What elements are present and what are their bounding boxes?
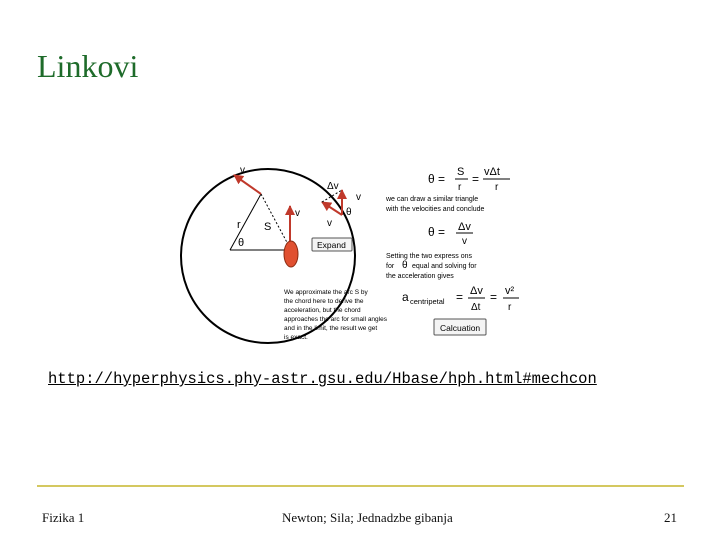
eq1-s-den: r [458, 182, 462, 193]
label-dv-tri: Δv [327, 181, 339, 192]
footer-divider [37, 485, 684, 487]
note1-line1: we can draw a similar triangle [386, 196, 479, 203]
note2-line2-theta: θ [402, 260, 408, 271]
note2-line2-b: equal and solving for [412, 263, 477, 270]
label-v-tri: v [356, 192, 361, 203]
label-s: S [264, 221, 272, 233]
eq3-num: Δv [470, 285, 483, 297]
note3-line4: approaches the arc for small angles [284, 316, 387, 323]
eq3-eq2: = [490, 290, 498, 304]
radius-line-1 [230, 194, 261, 250]
eq3-num2: v² [505, 285, 515, 297]
eq1-vdt-den: r [495, 182, 499, 193]
eq3-eq: = [456, 290, 464, 304]
slide-title: Linkovi [37, 48, 139, 84]
eq3-den: Δt [471, 302, 481, 313]
note2-line2-a: for [386, 263, 395, 270]
tri-arrow-a [322, 202, 342, 215]
label-theta-tri: θ [346, 207, 352, 218]
eq3-a: a [402, 290, 409, 304]
eq2-den: v [462, 236, 467, 247]
footer-topic: Newton; Sila; Jednadzbe gibanja [282, 510, 453, 525]
eq2-num: Δv [458, 221, 471, 233]
expand-button-label: Expand [317, 240, 346, 250]
page-number: 21 [664, 510, 677, 525]
note3-line1: We approximate the arc S by [284, 289, 368, 296]
note3-line3: acceleration, but the chord [284, 307, 361, 314]
eq3-den2: r [508, 302, 512, 313]
note2-line1: Setting the two express ons [386, 253, 472, 260]
eq1-eq: = [472, 172, 480, 186]
label-v-tri2: v [327, 218, 332, 229]
eq2-theta: θ = [428, 225, 446, 239]
note3-line5: and in the limit, the result we get [284, 325, 378, 332]
label-theta-circle: θ [238, 237, 245, 249]
centripetal-acceleration-figure [170, 160, 530, 345]
note3-line2: the chord here to derive the [284, 298, 364, 305]
calculation-button-label: Calcuation [440, 323, 481, 333]
label-v-mid: v [295, 208, 300, 219]
eq3-sub: centripetal [410, 297, 445, 306]
eq1-s-num: S [457, 166, 465, 178]
note1-line2: with the velocities and conclude [386, 206, 485, 213]
label-v-top: v [240, 165, 245, 176]
footer-course: Fizika 1 [42, 510, 85, 525]
calculation-button[interactable] [434, 319, 486, 335]
car-icon [284, 241, 298, 267]
label-r: r [237, 219, 241, 231]
eq1-theta: θ = [428, 172, 446, 186]
velocity-arrow-top [234, 175, 261, 194]
note3-line6: is exact. [284, 334, 308, 341]
expand-button[interactable] [312, 238, 352, 251]
hyperphysics-link[interactable]: http://hyperphysics.phy-astr.gsu.edu/Hbase/hph.html#mechcon [48, 370, 597, 388]
note2-line3: the acceleration gives [386, 273, 454, 280]
eq1-vdt-num: vΔt [484, 166, 500, 178]
